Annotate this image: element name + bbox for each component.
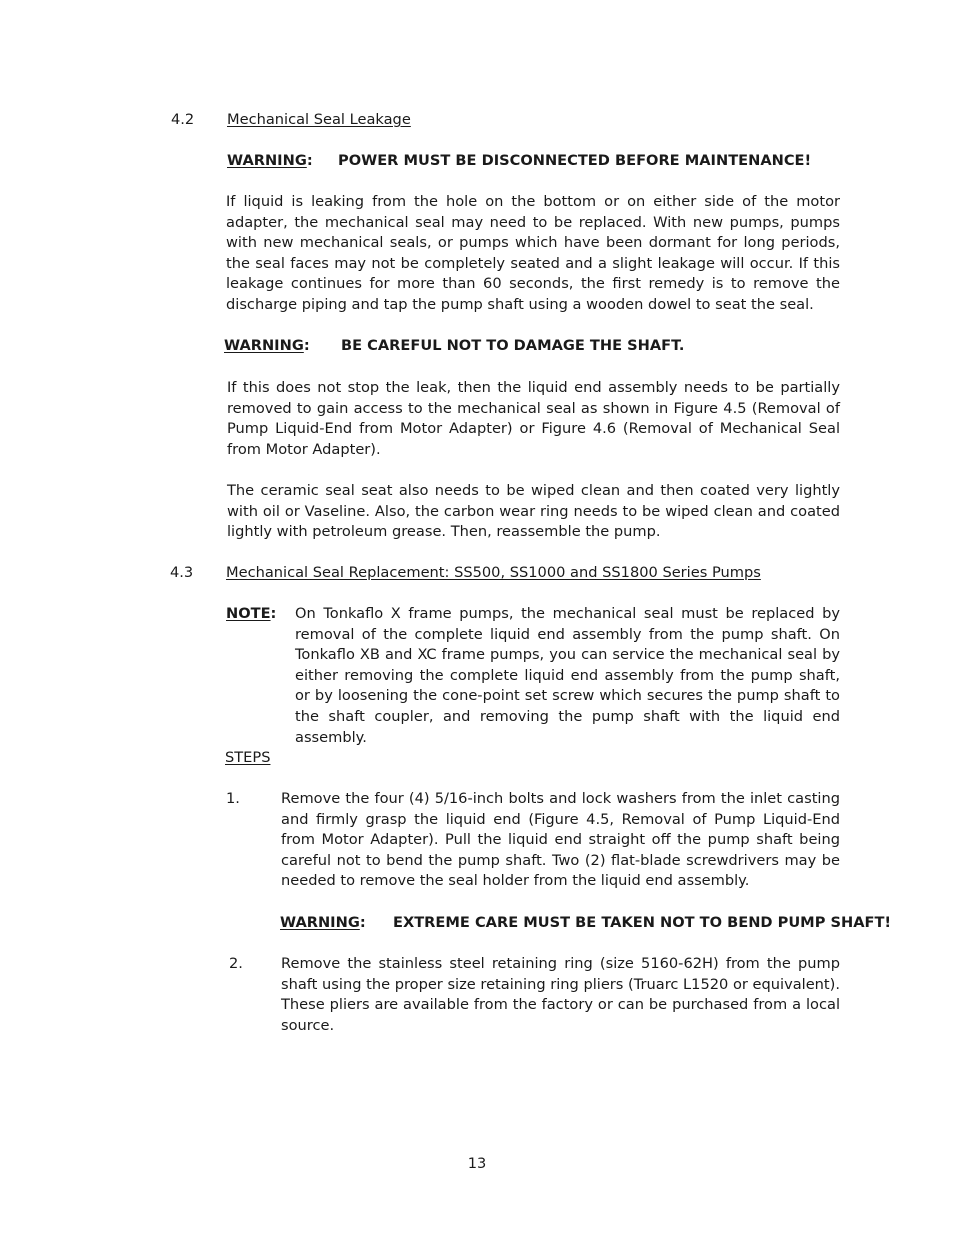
warning-text: POWER MUST BE DISCONNECTED BEFORE MAINTENANCE! [338,152,812,169]
warning-1 [227,151,812,172]
section-title: Mechanical Seal Replacement: SS500, SS1000 and SS1800 Series Pumps [226,564,761,581]
warning-text: EXTREME CARE MUST BE TAKEN NOT TO BEND PUMP SHAFT! [393,914,892,931]
note-label: NOTE [226,605,271,622]
step-number: 2. [229,955,243,972]
paragraph: The ceramic seal seat also needs to be wiped clean and then coated very lightly with oil or Vaseline. Also, the carbon wear ring needs to be wiped clean and coated lightly with petroleum grease. Then, reassemble the pump. [227,482,840,541]
note-text: On Tonkaflo X frame pumps, the mechanical seal must be replaced by removal of the complete liquid end assembly from the pump shaft. On Tonkaflo XB and XC frame pumps, you can service the mechanical seal by either removing the complete liquid end assembly from the pump shaft, or by loosening the cone-point set screw which secures the pump shaft to the shaft coupler, and removing the pump shaft with the liquid end assembly. [295,605,840,746]
step-text: Remove the stainless steel retaining ring (size 5160-62H) from the pump shaft using the proper size retaining ring pliers (Truarc L1520 or equivalent). These pliers are available from the factory or can be purchased from a local source. [281,955,840,1034]
step-number: 1. [226,790,240,807]
note-colon: : [270,605,277,622]
section-number: 4.2 [171,111,195,128]
steps-heading: STEPS [225,749,271,766]
section-number: 4.3 [170,564,194,581]
warning-3 [280,913,892,934]
page-number: 13 [467,1155,487,1172]
warning-label: WARNING [224,337,304,354]
warning-colon: : [303,337,310,354]
step-text: Remove the four (4) 5/16-inch bolts and lock washers from the inlet casting and firmly grasp the liquid end (Figure 4.5, Removal of Pump Liquid-End from Motor Adapter). Pull the liquid end straight off the pump shaft being careful not to bend the pump shaft. Two (2) flat-blade screwdrivers may be needed to remove the seal holder from the liquid end assembly. [281,790,840,890]
warning-label: WARNING [227,152,307,169]
paragraph: If liquid is leaking from the hole on the bottom or on either side of the motor adapter, the mechanical seal may need to be replaced. With new pumps, pumps with new mechanical seals, or pumps which have been dormant for long periods, the seal faces may not be completely seated and a slight leakage will occur. If this leakage continues for more than 60 seconds, the first remedy is to remove the discharge piping and tap the pump shaft using a wooden dowel to seat the seal. [226,193,840,313]
warning-2 [224,336,685,357]
warning-colon: : [359,914,366,931]
note-label-group [226,604,276,625]
warning-label: WARNING [280,914,360,931]
warning-colon: : [306,152,313,169]
warning-text: BE CAREFUL NOT TO DAMAGE THE SHAFT. [341,337,685,354]
paragraph: If this does not stop the leak, then the liquid end assembly needs to be partially removed to gain access to the mechanical seal as shown in Figure 4.5 (Removal of Pump Liquid-End from Motor Adapter) or Figure 4.6 (Removal of Mechanical Seal from Motor Adapter). [227,379,840,458]
section-title: Mechanical Seal Leakage [227,111,411,128]
